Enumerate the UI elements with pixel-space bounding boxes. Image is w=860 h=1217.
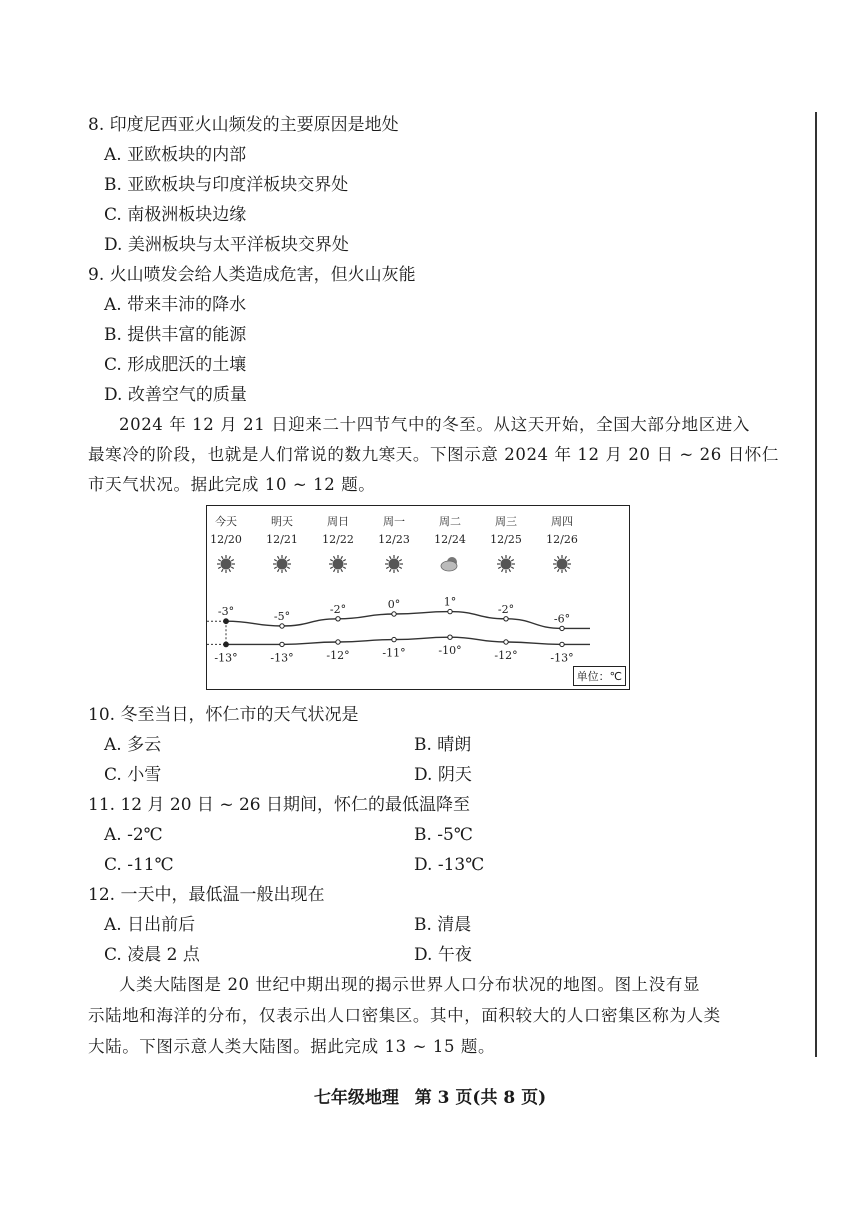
- day-label: 周二: [439, 515, 461, 528]
- sun-icon: [329, 555, 347, 573]
- high-temp-label: 0°: [387, 598, 401, 611]
- date-label: 12/26: [546, 533, 578, 546]
- question-9-option-a: A. 带来丰沛的降水: [104, 295, 247, 315]
- question-12-option-b: B. 清晨: [414, 915, 472, 935]
- question-9-option-d: D. 改善空气的质量: [104, 385, 247, 405]
- intro-2-line-3: 大陆。下图示意人类大陆图。据此完成 13 ~ 15 题。: [88, 1037, 496, 1056]
- question-9-option-b: B. 提供丰富的能源: [104, 325, 247, 345]
- day-label: 周日: [327, 515, 349, 528]
- question-11-stem: 11. 12 月 20 日 ~ 26 日期间，怀仁的最低温降至: [88, 795, 471, 815]
- question-10-stem: 10. 冬至当日，怀仁市的天气状况是: [88, 705, 359, 725]
- cloudy-icon: [441, 557, 457, 571]
- low-temp-point: [560, 642, 564, 646]
- question-11-option-d: D. -13℃: [414, 855, 485, 875]
- footer-subject: 七年级地理: [313, 1088, 399, 1108]
- question-8-option-c: C. 南极洲板块边缘: [104, 205, 247, 225]
- high-temp-point: [336, 617, 340, 621]
- date-label: 12/22: [322, 533, 354, 546]
- intro-1-line-3: 市天气状况。据此完成 10 ~ 12 题。: [88, 475, 376, 494]
- low-temp-point: [504, 640, 508, 644]
- high-temp-label: -3°: [217, 605, 235, 619]
- question-12-option-a: A. 日出前后: [104, 915, 196, 935]
- low-temp-point: [392, 637, 396, 641]
- day-label: 周三: [495, 515, 517, 528]
- low-temp-point: [224, 642, 229, 647]
- unit-label: 单位：℃: [573, 666, 626, 686]
- high-temp-label: -2°: [329, 602, 347, 616]
- low-temp-label: -12°: [326, 649, 350, 662]
- question-12-option-d: D. 午夜: [414, 945, 472, 965]
- high-temp-label: -2°: [497, 602, 515, 616]
- high-temp-point: [224, 619, 229, 624]
- question-8-option-a: A. 亚欧板块的内部: [104, 145, 247, 165]
- intro-2-line-2: 示陆地和海洋的分布，仅表示出人口密集区。其中，面积较大的人口密集区称为人类: [88, 1006, 721, 1025]
- date-label: 12/21: [266, 533, 298, 546]
- high-temp-label: 1°: [443, 595, 457, 609]
- low-temp-label: -13°: [550, 651, 574, 665]
- question-10-option-d: D. 阴天: [414, 765, 472, 785]
- high-temp-point: [280, 624, 284, 628]
- low-temp-point: [448, 635, 452, 639]
- low-temp-label: -12°: [494, 649, 518, 662]
- date-label: 12/20: [210, 533, 242, 546]
- low-temp-label: -13°: [214, 651, 238, 665]
- low-temp-point: [280, 642, 284, 646]
- weather-chart-svg: [207, 506, 629, 689]
- question-11-option-a: A. -2℃: [104, 825, 163, 845]
- low-temp-label: -10°: [438, 644, 462, 658]
- high-temp-label: -5°: [273, 610, 291, 623]
- high-temp-label: -6°: [553, 612, 571, 626]
- margin-rule: [815, 112, 817, 1057]
- question-8-option-d: D. 美洲板块与太平洋板块交界处: [104, 235, 349, 255]
- day-label: 今天: [215, 515, 237, 528]
- high-temp-point: [560, 626, 564, 630]
- intro-1-line-1: 2024 年 12 月 21 日迎来二十四节气中的冬至。从这天开始，全国大部分地区进入: [119, 415, 751, 434]
- sun-icon: [385, 555, 403, 573]
- sun-icon: [273, 555, 291, 573]
- footer-page-number: 第 3 页(共 8 页): [414, 1088, 547, 1108]
- date-label: 12/25: [490, 533, 522, 546]
- sun-icon: [553, 555, 571, 573]
- day-label: 明天: [271, 515, 293, 528]
- question-10-option-c: C. 小雪: [104, 765, 162, 785]
- low-temp-label: -11°: [382, 646, 406, 660]
- weather-chart: [206, 505, 630, 690]
- question-9-option-c: C. 形成肥沃的土壤: [104, 355, 247, 375]
- question-10-option-b: B. 晴朗: [414, 735, 472, 755]
- question-9-stem: 9. 火山喷发会给人类造成危害，但火山灰能: [88, 265, 416, 285]
- high-temp-point: [504, 617, 508, 621]
- day-label: 周一: [383, 515, 405, 528]
- low-temp-point: [336, 640, 340, 644]
- page-footer: [0, 1083, 860, 1108]
- day-label: 周四: [551, 515, 573, 528]
- intro-1-line-2: 最寒冷的阶段，也就是人们常说的数九寒天。下图示意 2024 年 12 月 20 日 ~ 26 日怀仁: [88, 445, 780, 464]
- question-12-stem: 12. 一天中，最低温一般出现在: [88, 885, 325, 905]
- intro-2-line-1: 人类大陆图是 20 世纪中期出现的揭示世界人口分布状况的地图。图上没有显: [119, 975, 701, 994]
- question-11-option-c: C. -11℃: [104, 855, 174, 875]
- question-12-option-c: C. 凌晨 2 点: [104, 945, 200, 965]
- sun-icon: [497, 555, 515, 573]
- sun-icon: [217, 555, 235, 573]
- date-label: 12/24: [434, 533, 466, 546]
- low-temp-label: -13°: [270, 651, 294, 665]
- question-8-stem: 8. 印度尼西亚火山频发的主要原因是地处: [88, 115, 399, 135]
- date-label: 12/23: [378, 533, 410, 546]
- high-temp-point: [448, 609, 452, 613]
- high-temp-point: [392, 612, 396, 616]
- question-11-option-b: B. -5℃: [414, 825, 473, 845]
- question-10-option-a: A. 多云: [104, 735, 162, 755]
- question-8-option-b: B. 亚欧板块与印度洋板块交界处: [104, 175, 349, 195]
